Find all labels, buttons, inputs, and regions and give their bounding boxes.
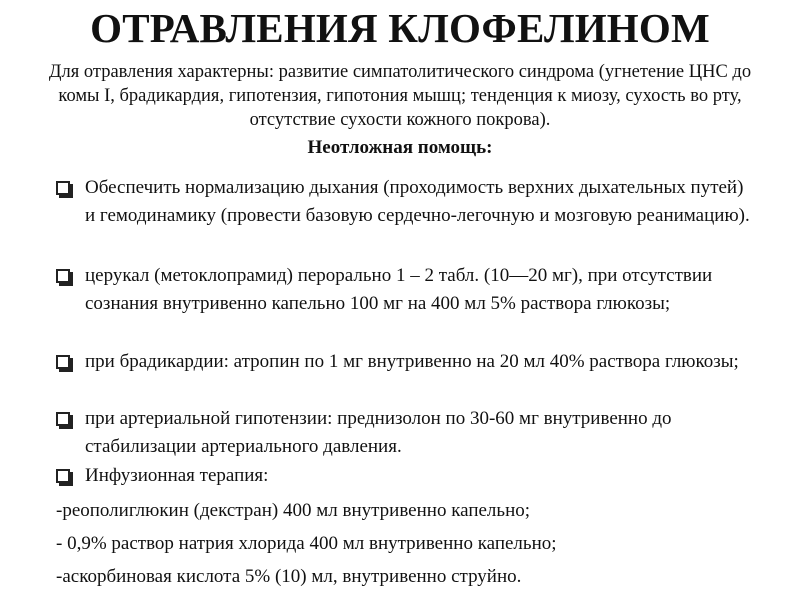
list-item [56,405,756,461]
list-item-text: при артериальной гипотензии: преднизолон по 30-60 мг внутривенно до стабилизации артериального давления. [85,408,672,457]
checkbox-bullet-icon [56,269,70,283]
intro-paragraph: Для отравления характерны: развитие симпатолитического синдрома (угнетение ЦНС до комы I, брадикардия, гипотензия, гипотония мышц; тенденция к миозу, сухость во рту, отсутствие сухости кожного покрова). [48,62,752,130]
list-item [56,262,756,318]
infusion-line: -реополиглюкин (декстран) 400 мл внутривенно капельно; [56,500,531,521]
checkbox-bullet-icon [56,355,70,369]
checkbox-bullet-icon [56,412,70,426]
list-item [56,174,756,230]
list-item [56,462,756,490]
slide-title: ОТРАВЛЕНИЯ КЛОФЕЛИНОМ [90,5,710,51]
emergency-care-heading: Неотложная помощь: [307,137,493,158]
list-item-text: при брадикардии: атропин по 1 мг внутривенно на 20 мл 40% раствора глюкозы; [85,351,739,372]
list-item-text: церукал (метоклопрамид) перорально 1 – 2 табл. (10—20 мг), при отсутствии сознания внутривенно капельно 100 мг на 400 мл 5% раствора глюкозы; [85,265,713,314]
checkbox-bullet-icon [56,181,70,195]
infusion-line: - 0,9% раствор натрия хлорида 400 мл внутривенно капельно; [56,533,557,554]
list-item-text: Обеспечить нормализацию дыхания (проходимость верхних дыхательных путей) и гемодинамику (провести базовую сердечно-легочную и мозговую реанимацию). [85,177,750,226]
list-item [56,348,756,376]
list-item-text: Инфузионная терапия: [85,465,269,486]
infusion-line: -аскорбиновая кислота 5% (10) мл, внутривенно струйно. [56,566,522,587]
checkbox-bullet-icon [56,469,70,483]
